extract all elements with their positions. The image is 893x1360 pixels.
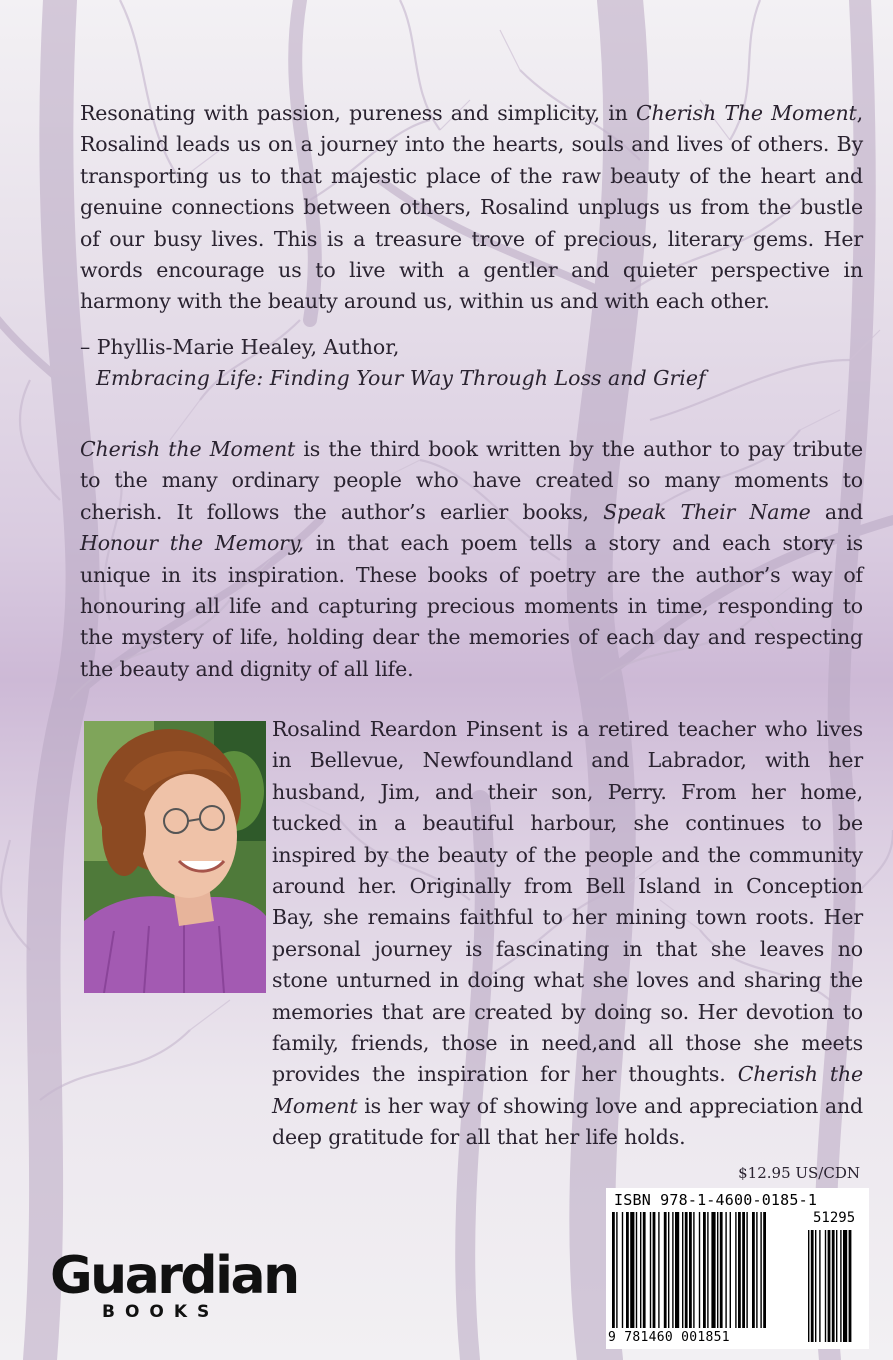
review-title-italic: Cherish The Moment [635,101,857,125]
bio-text-2: is her way of showing love and appreciation and deep gratitude for all that her life holds. [272,1093,863,1150]
attribution-book-title: Embracing Life: Finding Your Way Through Loss and Grief [96,366,706,390]
book-description [80,434,863,685]
description-text-3: in that each poem tells a story and each story is unique in its inspiration. These books of poetry are the author’s way of honouring all life and capturing precious moments in time, responding to the mystery of life, holding dear the memories of each day and respecting the beauty and dignity of all life. [80,531,863,681]
review-blurb [80,98,863,318]
review-text-start: Resonating with passion, pureness and simplicity, in [80,101,636,125]
review-text-rest: , Rosalind leads us on a journey into the hearts, souls and lives of others. By transporting us to that majestic place of the raw beauty of the heart and genuine connections between others, Rosalind unplugs us from the bustle of our busy lives. This is a treasure trove of precious, literary gems. Her words encourage us to live with a gentler and quieter perspective in harmony with the beauty around us, within us and with each other. [80,101,863,314]
earlier-book-1: Speak Their Name [603,499,811,524]
price-addon-code: 51295 [813,1210,856,1226]
publisher-logo [50,1246,298,1328]
description-text-1: is the third book written by the author to pay tribute to the many ordinary people who have created so many moments to cherish. It follows the author’s earlier books, [80,437,863,524]
description-title-italic: Cherish the Moment [80,437,296,461]
review-attribution [80,332,863,394]
author-bio [272,714,863,1154]
price-label: $12.95 US/CDN [738,1164,860,1182]
attribution-author: – Phyllis-Marie Healey, Author, [80,335,400,359]
ean-digits: 9 781460 001851 [608,1330,730,1345]
bio-title-italic: Cherish the Moment [272,1062,863,1118]
publisher-sub: BOOKS [102,1302,220,1322]
isbn-number: ISBN 978-1-4600-0185-1 [614,1191,818,1209]
isbn-barcode [606,1188,869,1349]
author-photo [84,721,266,993]
description-text-2: and [810,499,864,524]
publisher-name: Guardian [50,1246,298,1306]
bio-text-1: Rosalind Reardon Pinsent is a retired teacher who lives in Bellevue, Newfoundland and Labrador, with her husband, Jim, and their son, Perry. From her home, tucked in a beautiful harbour, she continues to be inspired by the beauty of the people and the community around her. Originally from Bell Island in Conception Bay, she remains faithful to her mining town roots. Her personal journey is fascinating in that she leaves no stone unturned in doing what she loves and sharing the memories that are created by doing so. Her devotion to family, friends, those in need,and all those she meets provides the inspiration for her thoughts. [272,717,863,1087]
earlier-book-2: Honour the Memory, [80,531,304,556]
